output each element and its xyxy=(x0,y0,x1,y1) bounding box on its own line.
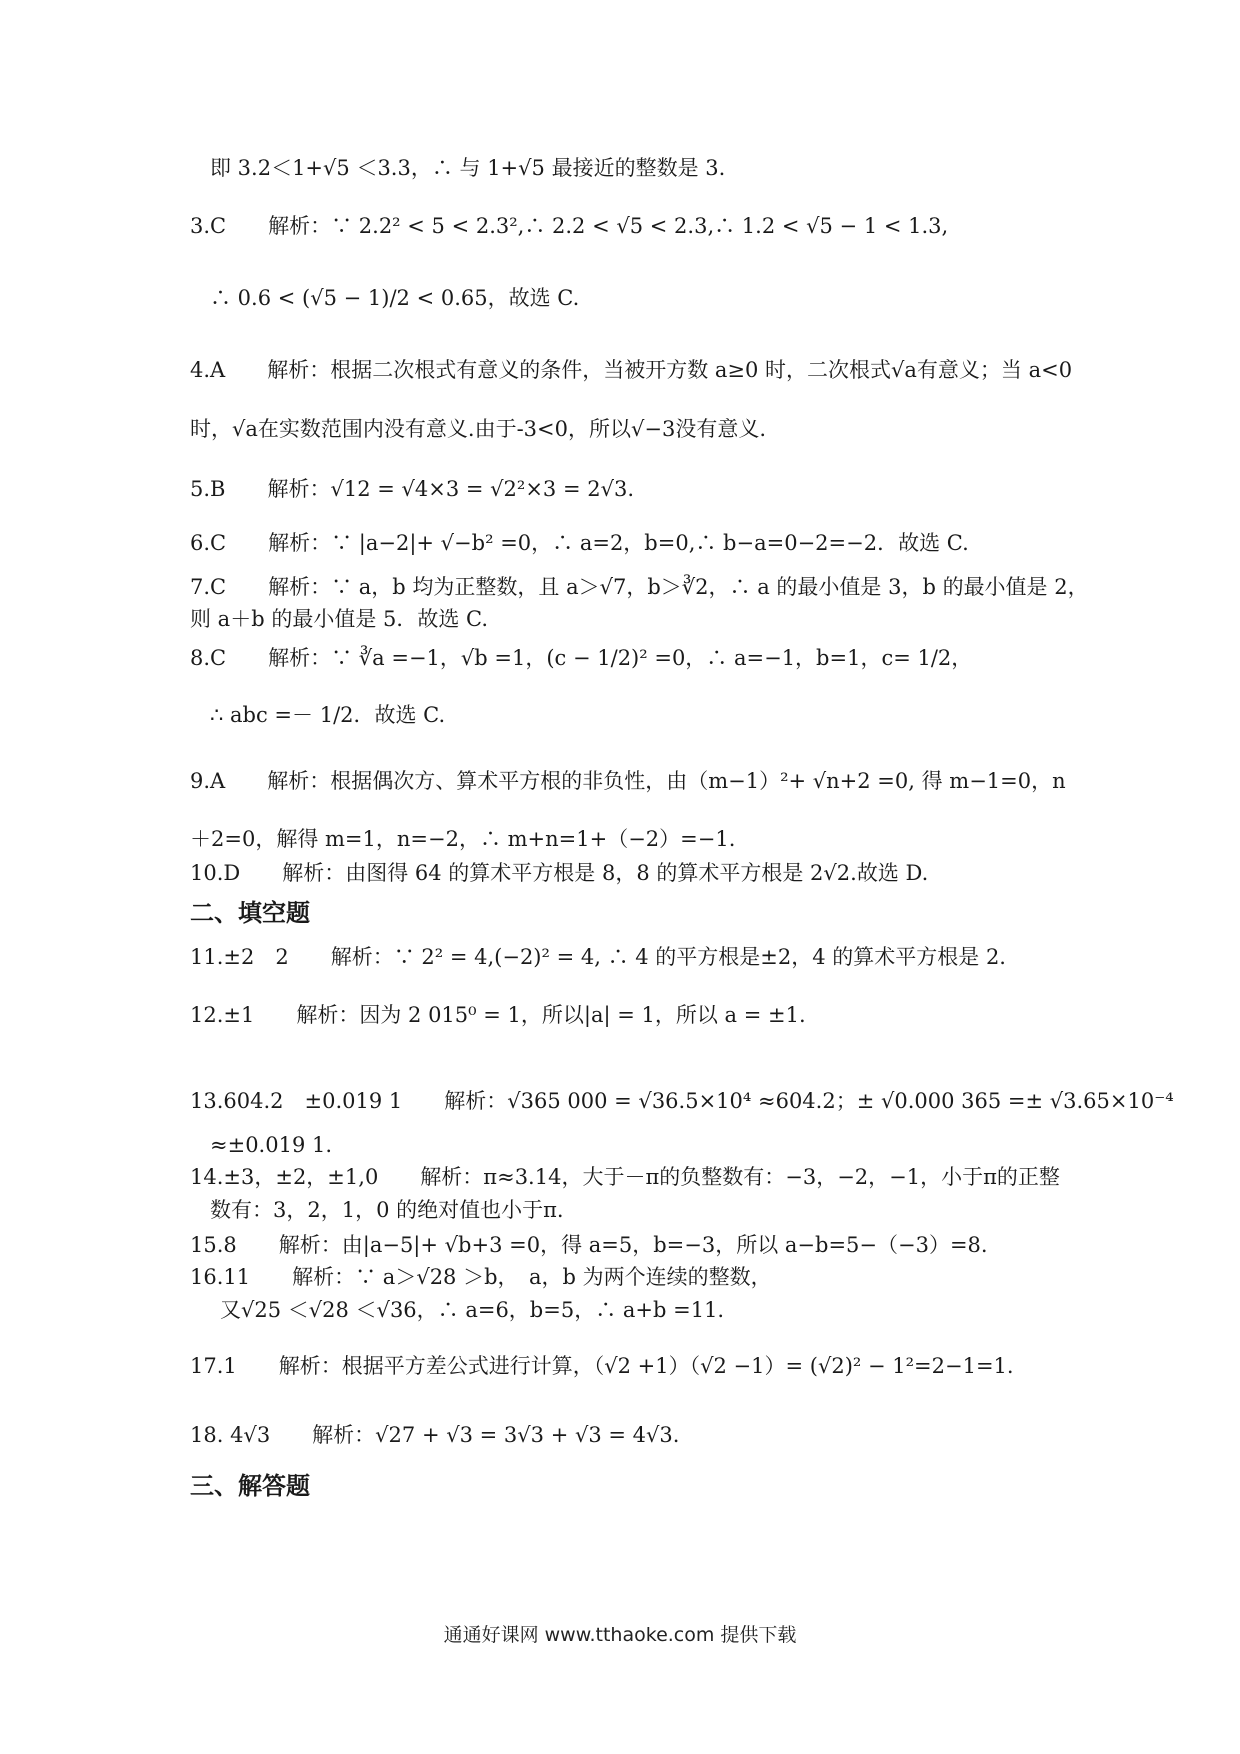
answer-line: 则 a＋b 的最小值是 5．故选 C. xyxy=(190,607,489,631)
answer-line: ≈±0.019 1. xyxy=(210,1133,333,1157)
footer-text: 通通好课网 www.tthaoke.com 提供下载 xyxy=(443,1624,797,1646)
answer-line: 16.11 解析：∵ a＞√28 ＞b， a，b 为两个连续的整数， xyxy=(190,1265,772,1289)
answer-line: 3.C 解析：∵ 2.2² < 5 < 2.3²,∴ 2.2 < √5 < 2.3,∴ 1.2 < √5 − 1 < 1.3, xyxy=(190,214,949,238)
answer-line: 14.±3，±2，±1,0 解析：π≈3.14，大于－π的负整数有：−3，−2，−1，小于π的正整 xyxy=(190,1165,1060,1189)
answer-line: 9.A 解析：根据偶次方、算术平方根的非负性，由（m−1）²+ √n+2 =0, 得 m−1=0，n xyxy=(190,769,1066,793)
answer-line: 10.D 解析：由图得 64 的算术平方根是 8，8 的算术平方根是 2√2.故选 D. xyxy=(190,861,929,885)
answer-line: 17.1 解析：根据平方差公式进行计算，（√2 +1）（√2 −1）= (√2)² − 1²=2−1=1. xyxy=(190,1354,1014,1378)
answer-line: 4.A 解析：根据二次根式有意义的条件，当被开方数 a≥0 时，二次根式√a有意义；当 a<0 xyxy=(190,358,1073,382)
answer-line: 11.±2 2 解析：∵ 2² = 4,(−2)² = 4, ∴ 4 的平方根是±2，4 的算术平方根是 2. xyxy=(190,945,1006,969)
answer-line: 8.C 解析：∵ ∛a =−1，√b =1，(c − 1/2)² =0，∴ a=−1，b=1，c= 1/2， xyxy=(190,646,973,670)
answer-line: 6.C 解析：∵ |a−2|+ √−b² =0，∴ a=2，b=0,∴ b−a=0−2=−2．故选 C. xyxy=(190,531,969,555)
answer-line: ＋2=0，解得 m=1，n=−2，∴ m+n=1+（−2）=−1. xyxy=(190,827,736,851)
answer-line: 即 3.2＜1+√5 ＜3.3，∴ 与 1+√5 最接近的整数是 3. xyxy=(210,156,726,180)
answer-line: 18. 4√3 解析：√27 + √3 = 3√3 + √3 = 4√3. xyxy=(190,1423,680,1447)
answer-line: 又√25 ＜√28 ＜√36，∴ a=6，b=5，∴ a+b =11. xyxy=(220,1298,725,1322)
section-heading: 三、解答题 xyxy=(190,1472,310,1500)
answer-line: ∴ abc =－ 1/2．故选 C. xyxy=(210,703,446,727)
answer-line: 12.±1 解析：因为 2 015⁰ = 1，所以|a| = 1，所以 a = ±1. xyxy=(190,1003,806,1027)
answer-line: ∴ 0.6 < (√5 − 1)/2 < 0.65，故选 C. xyxy=(210,286,580,310)
answer-line: 5.B 解析：√12 = √4×3 = √2²×3 = 2√3. xyxy=(190,477,635,501)
answer-line: 15.8 解析：由|a−5|+ √b+3 =0，得 a=5，b=−3，所以 a−b=5−（−3）=8. xyxy=(190,1233,988,1257)
answer-line: 数有：3，2，1，0 的绝对值也小于π. xyxy=(210,1198,564,1222)
answer-line: 13.604.2 ±0.019 1 解析：√365 000 = √36.5×10⁴ ≈604.2；± √0.000 365 =± √3.65×10⁻⁴ xyxy=(190,1089,1174,1113)
answer-line: 7.C 解析：∵ a，b 均为正整数，且 a＞√7，b＞∛2，∴ a 的最小值是 3，b 的最小值是 2， xyxy=(190,575,1089,599)
section-heading: 二、填空题 xyxy=(190,899,310,927)
answer-line: 时，√a在实数范围内没有意义.由于-3<0，所以√−3没有意义. xyxy=(190,417,767,441)
